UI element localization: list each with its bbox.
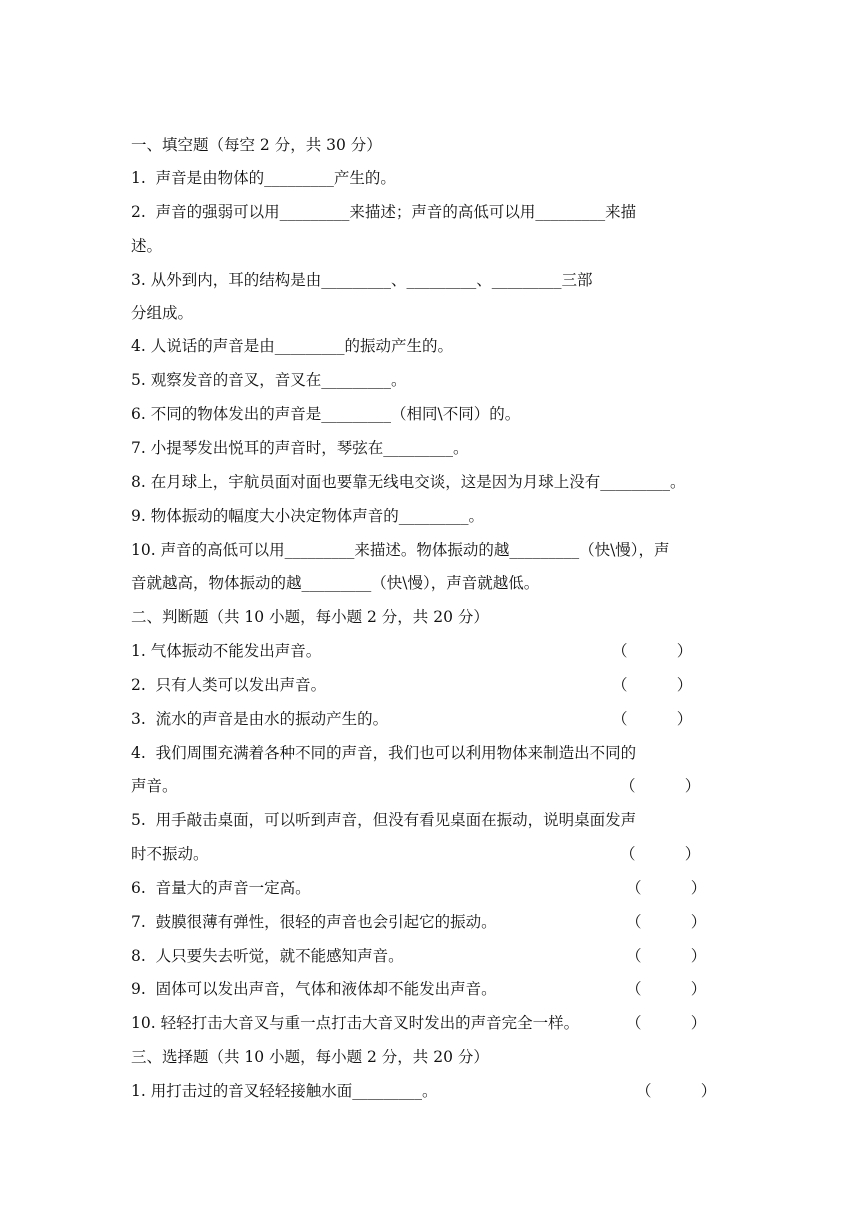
answer-parentheses: （ ） [636, 1082, 717, 1100]
judge-question-8: 8. 人只要失去听觉，就不能感知声音。 [131, 947, 404, 965]
judge-question-6: 6. 音量大的声音一定高。 [131, 879, 311, 897]
section-3-heading: 三、选择题（共 10 小题，每小题 2 分，共 20 分） [131, 1048, 489, 1066]
answer-parentheses: （ ） [612, 676, 693, 694]
answer-parentheses: （ ） [612, 642, 693, 660]
fill-question-8: 8. 在月球上，宇航员面对面也要靠无线电交谈，这是因为月球上没有_________。 [131, 473, 686, 491]
judge-question-1: 1. 气体振动不能发出声音。 [131, 642, 322, 660]
answer-parentheses: （ ） [620, 777, 701, 795]
answer-parentheses: （ ） [626, 879, 707, 897]
fill-question-2: 2. 声音的强弱可以用_________来描述；声音的高低可以用_________来描 [131, 203, 637, 221]
answer-parentheses: （ ） [626, 1014, 707, 1032]
judge-question-3: 3. 流水的声音是由水的振动产生的。 [131, 710, 389, 728]
fill-question-7: 7. 小提琴发出悦耳的声音时，琴弦在_________。 [131, 439, 469, 457]
fill-question-5: 5. 观察发音的音叉，音叉在_________。 [131, 371, 407, 389]
judge-question-4-continued: 声音。 [131, 777, 178, 795]
fill-question-1: 1. 声音是由物体的_________产生的。 [131, 169, 396, 187]
section-1-heading: 一、填空题（每空 2 分，共 30 分） [131, 136, 382, 154]
fill-question-4: 4. 人说话的声音是由_________的振动产生的。 [131, 337, 453, 355]
answer-parentheses: （ ） [626, 947, 707, 965]
judge-question-10: 10. 轻轻打击大音叉与重一点打击大音叉时发出的声音完全一样。 [131, 1014, 580, 1032]
fill-question-10-continued: 音就越高，物体振动的越_________（快\慢），声音就越低。 [131, 574, 540, 592]
judge-question-9: 9. 固体可以发出声音，气体和液体却不能发出声音。 [131, 980, 497, 998]
fill-question-3: 3. 从外到内，耳的结构是由_________、_________、_________三部 [131, 271, 593, 289]
fill-question-10: 10. 声音的高低可以用_________来描述。物体振动的越_________（快\慢），声 [131, 541, 670, 559]
judge-question-4: 4. 我们周围充满着各种不同的声音，我们也可以利用物体来制造出不同的 [131, 744, 637, 762]
judge-question-7: 7. 鼓膜很薄有弹性，很轻的声音也会引起它的振动。 [131, 913, 497, 931]
section-2-heading: 二、判断题（共 10 小题，每小题 2 分，共 20 分） [131, 608, 489, 626]
choice-question-1: 1. 用打击过的音叉轻轻接触水面_________。 [131, 1082, 438, 1100]
fill-question-9: 9. 物体振动的幅度大小决定物体声音的_________。 [131, 507, 484, 525]
fill-question-3-continued: 分组成。 [131, 304, 194, 322]
answer-parentheses: （ ） [620, 845, 701, 863]
fill-question-6: 6. 不同的物体发出的声音是_________（相同\不同）的。 [131, 405, 521, 423]
answer-parentheses: （ ） [612, 710, 693, 728]
answer-parentheses: （ ） [626, 980, 707, 998]
judge-question-5-continued: 时不振动。 [131, 845, 209, 863]
judge-question-2: 2. 只有人类可以发出声音。 [131, 676, 327, 694]
judge-question-5: 5. 用手敲击桌面，可以听到声音，但没有看见桌面在振动，说明桌面发声 [131, 811, 637, 829]
answer-parentheses: （ ） [626, 913, 707, 931]
fill-question-2-continued: 述。 [131, 237, 163, 255]
